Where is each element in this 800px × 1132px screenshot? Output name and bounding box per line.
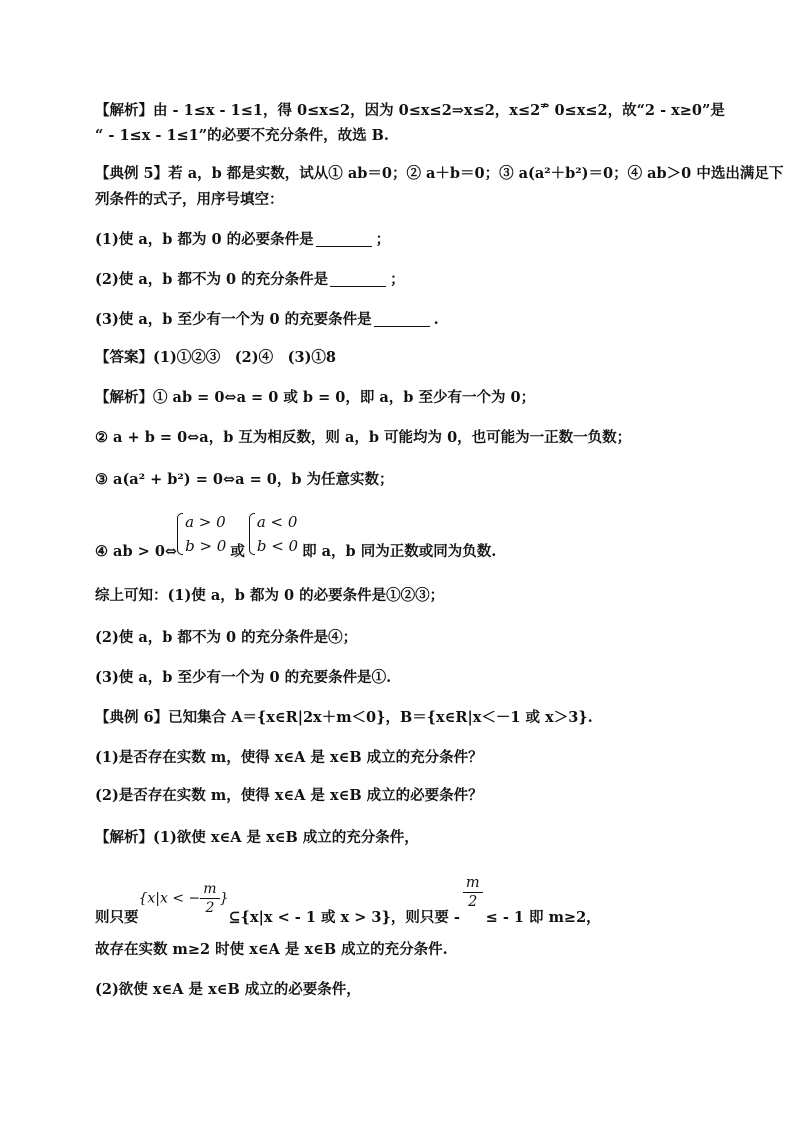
solution-tag: 【解析】: [95, 829, 153, 846]
fraction-numerator: m: [463, 874, 483, 893]
example5-stem-1: [95, 164, 783, 184]
question-end: ；: [390, 271, 405, 288]
answer-blank: [374, 312, 430, 327]
example5-stem-2: 列条件的式子，用序号填空：: [95, 191, 284, 208]
answer-blank: [330, 272, 386, 287]
prev-solution-line-2: “ - 1≤x - 1≤1”的必要不充分条件，故选 B.: [95, 127, 389, 144]
solution5-line-2: ② a + b = 0⇔a，b 互为相反数，则 a，b 可能均为 0，也可能为一正数一负数；: [95, 429, 632, 446]
example6-question-1: (1)是否存在实数 m，使得 x∈A 是 x∈B 成立的充分条件？: [95, 749, 483, 766]
solution6-line-1: [95, 828, 419, 848]
question-text: (1)使 a，b 都为 0 的必要条件是: [95, 231, 314, 248]
set-right: }: [219, 890, 229, 906]
question-end: .: [433, 311, 439, 328]
solution6-line-2: [95, 874, 601, 929]
inequality-system-2: [249, 510, 298, 558]
prev-solution-line-1: [95, 96, 725, 121]
solution6-line-4: (2)欲使 x∈A 是 x∈B 成立的必要条件，: [95, 981, 361, 998]
example5-question-1: [95, 230, 390, 250]
example5-stem-text: 若 a，b 都是实数，试从① ab＝0；② a＋b＝0；③ a(a²＋b²)＝0；④ ab＞0 中选出满足下: [168, 165, 784, 182]
example5-question-2: [95, 270, 405, 290]
solution-tag: 【解析】: [95, 389, 153, 406]
fraction-m-over-2: [200, 880, 219, 917]
solution6-line-3: 故存在实数 m≥2 时使 x∈A 是 x∈B 成立的充分条件.: [95, 941, 448, 958]
solution-text: ⊆{x|x < - 1 或 x > 3}，则只要 -: [228, 909, 460, 926]
example6-tag: 【典例 6】: [95, 709, 169, 726]
set-expression: [139, 880, 229, 917]
fraction-m-over-2-b: [463, 874, 483, 911]
example6-stem: [95, 708, 593, 728]
solution-text: 即 a，b 同为正数或同为负数.: [302, 543, 497, 560]
answer-tag: 【答案】: [95, 349, 153, 366]
or-word: 或: [230, 543, 245, 560]
fraction-numerator: m: [200, 880, 219, 899]
system-row: a < 0: [256, 513, 298, 531]
solution-tag: 【解析】: [95, 101, 153, 119]
example6-stem-text: 已知集合 A＝{x∈R|2x＋m＜0}，B＝{x∈R|x＜－1 或 x＞3}.: [168, 709, 593, 726]
system-row: a > 0: [185, 513, 226, 531]
answer-text: (1)①②③ (2)④ (3)①8: [153, 349, 337, 366]
solution-text: 由 - 1≤x - 1≤1，得 0≤x≤2，因为 0≤x≤2⇒x≤2，x≤2: [153, 101, 541, 119]
solution-text: (1)欲使 x∈A 是 x∈B 成立的充分条件，: [153, 829, 419, 846]
fraction-denominator: 2: [468, 894, 478, 910]
summary-line-3: (3)使 a，b 至少有一个为 0 的充要条件是①.: [95, 669, 392, 686]
solution-text: ≤ - 1 即 m≥2，: [485, 909, 601, 926]
set-left: {x|x < −: [138, 890, 201, 906]
answer-blank: [316, 232, 372, 247]
solution-text-tail: 0≤x≤2，故“2 - x≥0”是: [549, 101, 725, 119]
not-implies-symbol: ⇏: [540, 99, 550, 112]
fraction-denominator: 2: [205, 899, 215, 916]
question-text: (2)使 a，b 都不为 0 的充分条件是: [95, 271, 329, 288]
solution5-line-1: [95, 388, 535, 408]
solution5-line-4: [95, 510, 496, 564]
question-end: ；: [375, 231, 391, 248]
system-row: b < 0: [256, 537, 299, 555]
summary-line-2: (2)使 a，b 都不为 0 的充分条件是④；: [95, 629, 358, 646]
inequality-system-1: [177, 510, 226, 558]
system-row: b > 0: [185, 537, 227, 555]
answer5-line: [95, 348, 336, 368]
solution5-line-3: ③ a(a² + b²) = 0⇔a = 0，b 为任意实数；: [95, 471, 394, 488]
solution-text: 则只要: [95, 909, 139, 926]
solution-text: ① ab = 0⇔a = 0 或 b = 0，即 a，b 至少有一个为 0；: [153, 389, 536, 406]
example6-question-2: (2)是否存在实数 m，使得 x∈A 是 x∈B 成立的必要条件？: [95, 787, 483, 804]
example5-question-3: [95, 310, 439, 330]
summary-line-1: 综上可知：(1)使 a，b 都为 0 的必要条件是①②③；: [95, 587, 445, 604]
example5-tag: 【典例 5】: [95, 165, 169, 182]
question-text: (3)使 a，b 至少有一个为 0 的充要条件是: [95, 311, 372, 328]
solution-text: ④ ab > 0⇔: [95, 543, 178, 560]
